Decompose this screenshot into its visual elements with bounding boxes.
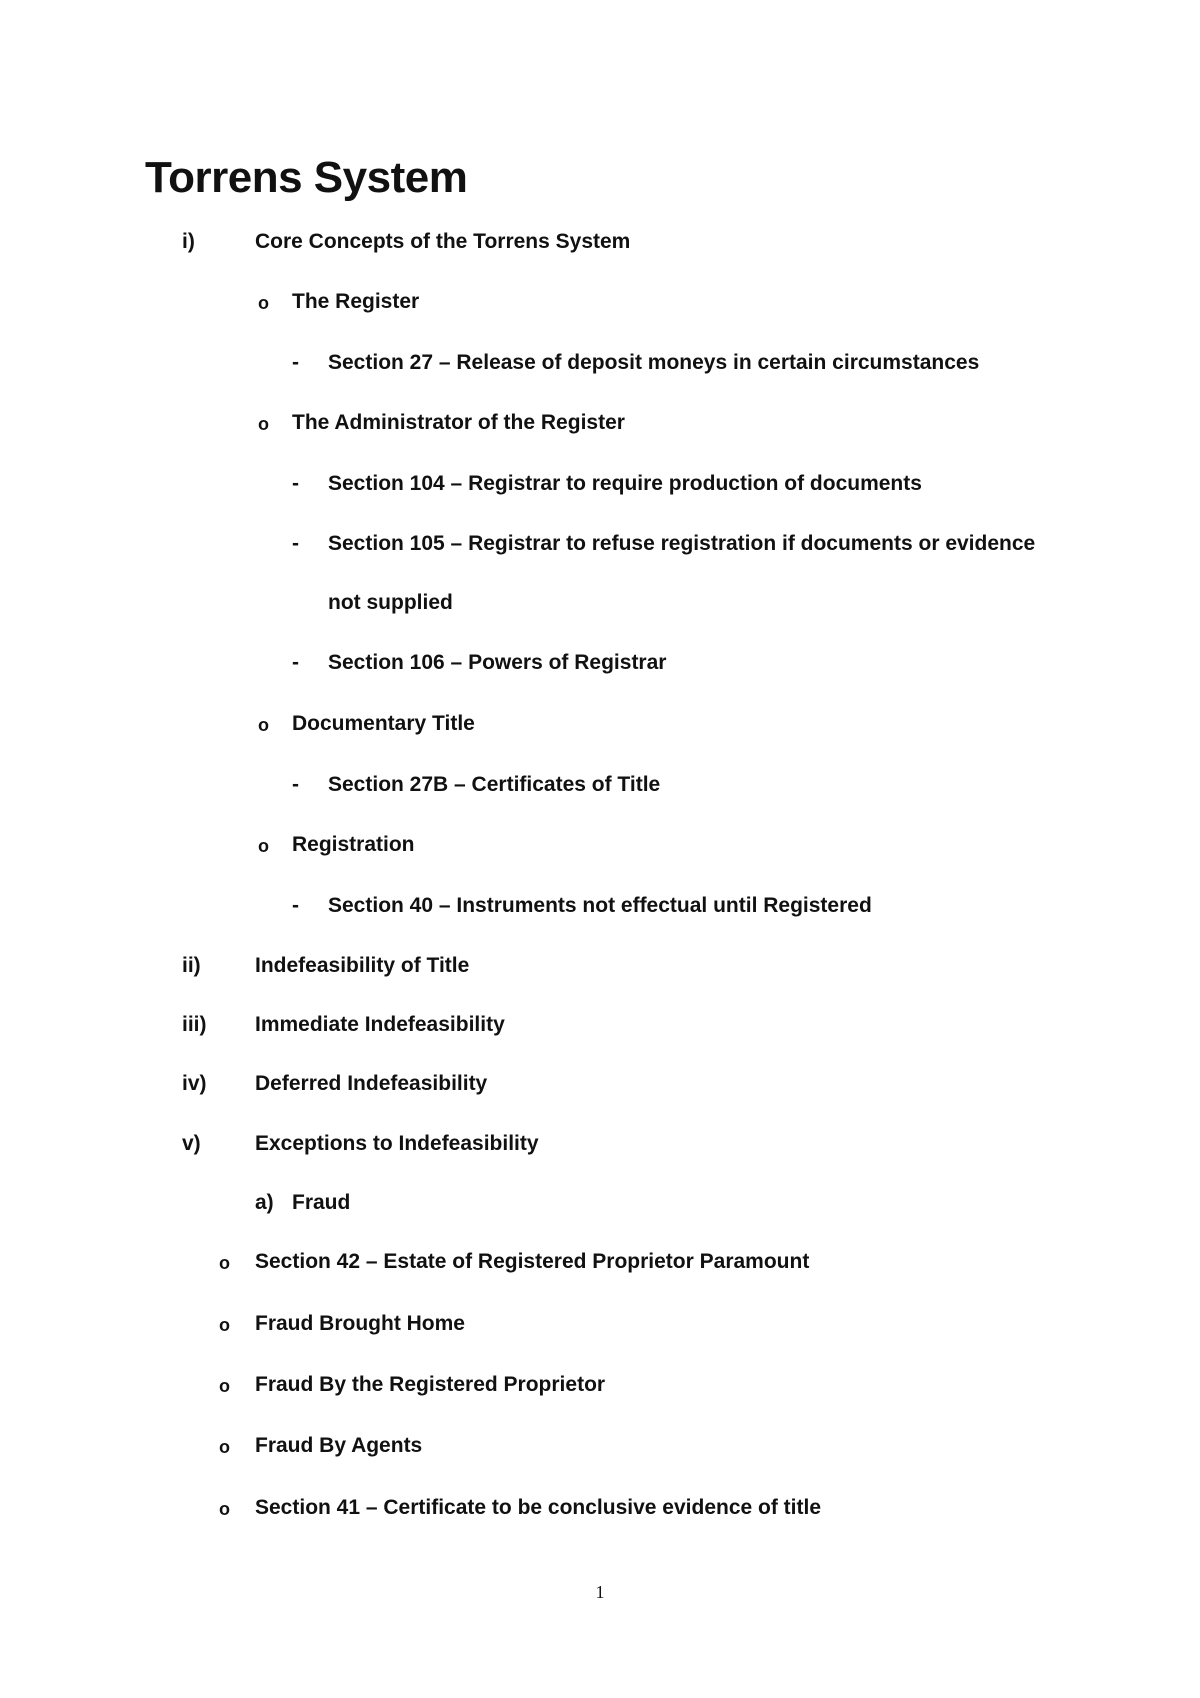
list-item-the-register: The Register	[292, 290, 420, 313]
list-dash: -	[292, 651, 299, 674]
list-dash: -	[292, 894, 299, 917]
list-item-registration: Registration	[292, 833, 415, 856]
list-item-section-104: Section 104 – Registrar to require production of documents	[328, 472, 922, 495]
list-dash: -	[292, 472, 299, 495]
section-heading-exceptions: Exceptions to Indefeasibility	[255, 1132, 539, 1155]
list-item-section-105: Section 105 – Registrar to refuse registration if documents or evidence	[328, 532, 1036, 555]
list-item-section-40: Section 40 – Instruments not effectual until Registered	[328, 894, 872, 917]
list-item-section-41: Section 41 – Certificate to be conclusive evidence of title	[255, 1496, 822, 1519]
list-bullet: o	[219, 1499, 230, 1519]
list-item-fraud-by-agents: Fraud By Agents	[255, 1434, 423, 1457]
document-title: Torrens System	[145, 153, 468, 202]
list-bullet: o	[258, 836, 269, 856]
list-dash: -	[292, 532, 299, 555]
section-heading-core-concepts: Core Concepts of the Torrens System	[255, 230, 631, 253]
list-bullet: o	[219, 1253, 230, 1273]
list-dash: -	[292, 351, 299, 374]
section-marker-i: i)	[182, 230, 195, 253]
section-heading-indefeasibility: Indefeasibility of Title	[255, 954, 470, 977]
page-number: 1	[595, 1582, 605, 1602]
list-item-administrator: The Administrator of the Register	[292, 411, 625, 434]
subsection-heading-fraud: Fraud	[292, 1191, 351, 1214]
list-bullet: o	[219, 1437, 230, 1457]
list-bullet: o	[219, 1376, 230, 1396]
list-item-section-27b: Section 27B – Certificates of Title	[328, 773, 661, 796]
list-item-section-105-continuation: not supplied	[328, 591, 453, 614]
list-bullet: o	[258, 414, 269, 434]
list-bullet: o	[219, 1315, 230, 1335]
list-item-section-27: Section 27 – Release of deposit moneys in certain circumstances	[328, 351, 980, 374]
section-heading-deferred: Deferred Indefeasibility	[255, 1072, 488, 1095]
list-item-documentary-title: Documentary Title	[292, 712, 475, 735]
list-dash: -	[292, 773, 299, 796]
list-item-fraud-by-registered-proprietor: Fraud By the Registered Proprietor	[255, 1373, 606, 1396]
section-marker-iii: iii)	[182, 1013, 207, 1036]
section-marker-v: v)	[182, 1132, 201, 1155]
section-marker-ii: ii)	[182, 954, 201, 977]
list-bullet: o	[258, 715, 269, 735]
section-heading-immediate: Immediate Indefeasibility	[255, 1013, 505, 1036]
list-item-section-42: Section 42 – Estate of Registered Proprietor Paramount	[255, 1250, 810, 1273]
list-item-section-106: Section 106 – Powers of Registrar	[328, 651, 667, 674]
list-bullet: o	[258, 293, 269, 313]
subsection-marker-a: a)	[255, 1191, 274, 1214]
section-marker-iv: iv)	[182, 1072, 207, 1095]
list-item-fraud-brought-home: Fraud Brought Home	[255, 1312, 465, 1335]
